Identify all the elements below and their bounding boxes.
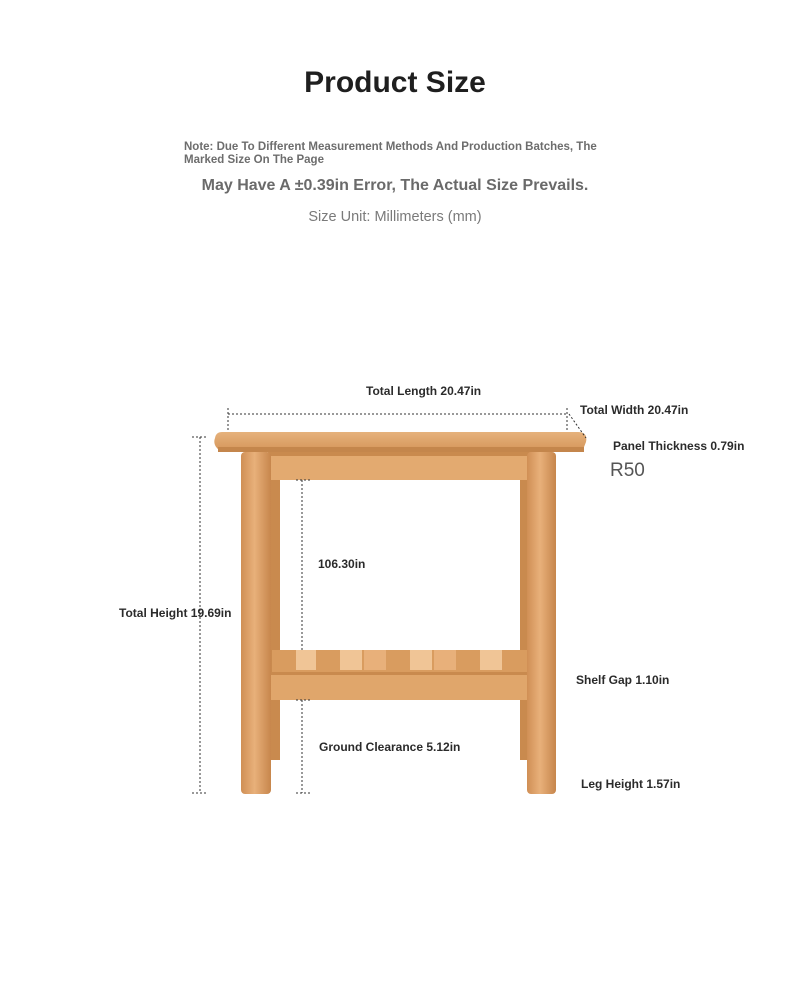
total-length-label: Total Length 20.47in: [366, 384, 482, 398]
inner-height-label: 106.30in: [318, 557, 366, 571]
front-right-leg: [527, 452, 556, 794]
ground-clearance-label: Ground Clearance 5.12in: [319, 740, 461, 754]
page-title: Product Size: [304, 66, 486, 99]
measurement-note: Note: Due To Different Measurement Methods And Production Batches, The Marked Size On The Page: [184, 141, 597, 166]
table-apron: [268, 452, 532, 480]
front-left-leg: [241, 452, 271, 794]
corner-radius-label: R50: [610, 460, 645, 481]
panel-thickness-label: Panel Thickness 0.79in: [613, 439, 745, 453]
error-note: May Have A ±0.39in Error, The Actual Size Prevails.: [201, 177, 589, 194]
lower-shelf: [270, 650, 528, 700]
total-width-label: Total Width 20.47in: [580, 403, 689, 417]
shelf-gap-label: Shelf Gap 1.10in: [576, 673, 670, 687]
leg-height-label: Leg Height 1.57in: [581, 777, 681, 791]
size-unit: Size Unit: Millimeters (mm): [308, 209, 482, 225]
total-height-label: Total Height 19.69in: [119, 606, 232, 620]
